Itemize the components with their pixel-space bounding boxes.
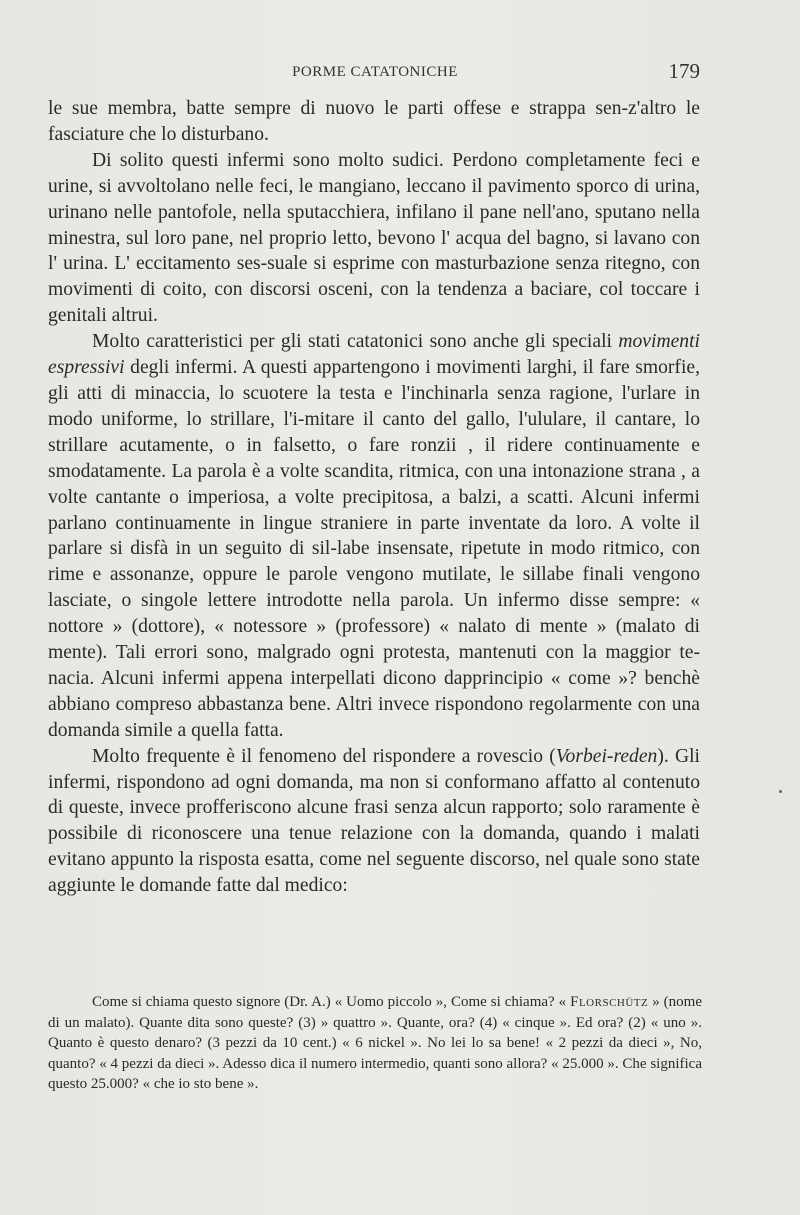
page-number: 179 — [668, 59, 700, 83]
quote-part-2: » (nome di un malato). Quante dita sono queste? (3) » quattro ». Quante, ora? (4) « cinque ». Ed ora? (2) « uno ». Quanto è questo denaro? (3 pezzi da 10 cent.) « 6 nickel ». No lei lo sa bene! « 2 pezzi da dieci », No, quanto? « 4 pezzi da dieci ». Adesso dica il numero intermedio, quanti sono allora? « 25.000 ». Che significa questo 25.000? « che io sto bene ». — [48, 994, 703, 1093]
dialogue-quote — [48, 992, 702, 1095]
running-head — [50, 59, 700, 88]
paragraph-4-rest: ). Gli infermi, rispondono ad ogni domanda, ma non si conformano affatto al contenuto di queste, invece profferiscono alcune frasi senza alcun rapporto; solo raramente è possibile di riconoscere una tenue relazione con la domanda, quando i malati evitano appunto la risposta esatta, come nel seguente discorso, nel quale sono state aggiunte le domande fatte dal medico: — [48, 745, 700, 897]
paragraph-4-emphasis: Vorbei-reden — [555, 745, 658, 767]
quote-name-smallcaps: Florschütz — [570, 994, 649, 1010]
paragraph-3-rest: degli infermi. A questi appartengono i movimenti larghi, il fare smorfie, gli atti di minaccia, lo scuotere la testa e l'inchinarla senza ragione, l'urlare in modo uniforme, lo strillare, l'i-mitare il canto del gallo, l'ululare, il cantare, lo strillare acutamente, o in falsetto, o fare ronzii , il ridere continuamente e smodatamente. La parola è a volte scandita, ritmica, con una intonazione strana , a volte cantante o imperiosa, a volte precipitosa, a balzi, a scatti. Alcuni infermi parlano continuamente in lingue straniere in parte inventate da loro. A volte il parlare si disfà in un seguito di sil-labe insensate, ripetute in modo ritmico, con rime e assonanze, oppure le parole vengono mutilate, le sillabe finali vengono lasciate, o singole lettere introdotte nella parola. Un infermo disse sempre: « nottore » (dottore), « notessore » (professore) « nalato di mente » (malato di mente). Tali errori sono, malgrado ogni protesta, mantenuti con la maggior te-nacia. Alcuni infermi appena interpellati dicono dapprincipio « come »? benchè abbiano compreso abbastanza bene. Altri invece rispondono regolarmente con una domanda simile a quella fatta. — [48, 357, 700, 741]
quote-paragraph — [48, 992, 702, 1095]
body-text — [48, 96, 700, 899]
paragraph-3 — [48, 329, 700, 744]
running-title: PORME CATATONICHE — [292, 64, 458, 80]
paragraph-4-start: Molto frequente è il fenomeno del rispondere a rovescio ( — [92, 745, 556, 767]
paragraph-4 — [48, 744, 700, 899]
quote-part-1: Come si chiama questo signore (Dr. A.) « Uomo piccolo », Come si chiama? « — [92, 994, 567, 1010]
paragraph-2: Di solito questi infermi sono molto sudici. Perdono completamente feci e urine, si avvoltolano nelle feci, le mangiano, leccano il pavimento sporco di urina, urinano nelle pantofole, nella sputacchiera, infilano il pane nell'ano, sputano nella minestra, sul loro pane, nel proprio letto, bevono l' acqua del bagno, si lavano con l' urina. L' eccitamento ses-suale si esprime con masturbazione senza ritegno, con movimenti di coito, con discorsi osceni, con la tendenza a baciare, col toccare i genitali altrui. — [48, 149, 700, 327]
paragraph-3-start: Molto caratteristici per gli stati catatonici sono anche gli speciali — [92, 331, 612, 353]
paragraph-3-emphasis: movimenti espressivi — [48, 331, 700, 379]
paper-speck — [779, 790, 782, 793]
paragraph-1: le sue membra, batte sempre di nuovo le parti offese e strappa sen-z'altro le fasciature che lo disturbano. — [48, 98, 700, 145]
